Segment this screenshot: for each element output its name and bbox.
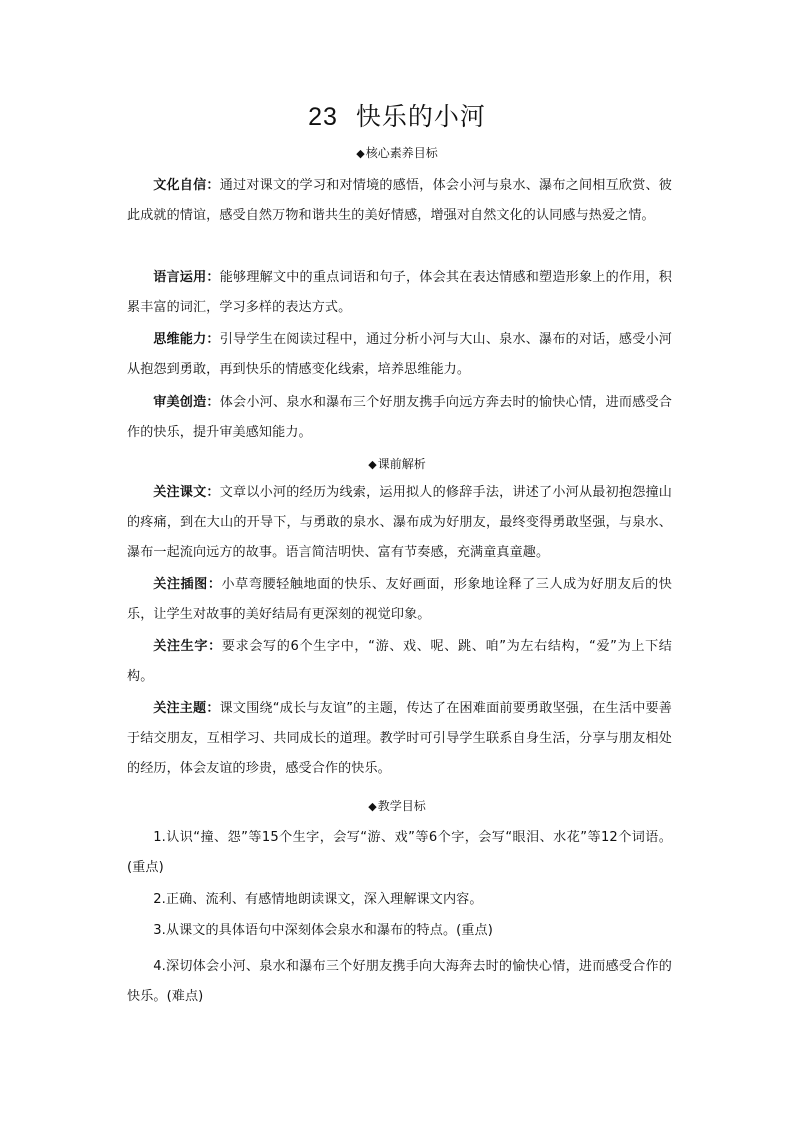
core-goal-culture [127, 171, 672, 231]
paragraph-text: 2.正确、流利、有感情地朗读课文，深入理解课文内容。 [153, 892, 483, 907]
diamond-bullet-icon: ◆ [368, 800, 377, 813]
paragraph-label: 文化自信： [153, 178, 220, 193]
core-goal-thinking [127, 325, 672, 385]
teaching-goal-4 [127, 952, 672, 1012]
paragraph-label: 关注生字： [153, 639, 222, 654]
core-goal-aesthetic [127, 388, 672, 448]
section-heading-text: 课前解析 [377, 457, 426, 471]
paragraph-label: 审美创造： [153, 395, 220, 410]
pre-class-theme [127, 694, 672, 784]
paragraph-text: 文章以小河的经历为线索，运用拟人的修辞手法，讲述了小河从最初抱怨撞山的疼痛，到在大山的开导下，与勇敢的泉水、瀑布成为好朋友，最终变得勇敢坚强，与泉水、瀑布一起流向远方的故事。语言简洁明快、富有节奏感，充满童真童趣。 [127, 485, 672, 560]
paragraph-text: 要求会写的6个生字中，“游、戏、呢、跳、咱”为左右结构，“爱”为上下结构。 [127, 639, 672, 684]
paragraph-label: 思维能力： [153, 332, 220, 347]
teaching-goal-1 [127, 823, 672, 883]
paragraph-text: 体会小河、泉水和瀑布三个好朋友携手向远方奔去时的愉快心情，进而感受合作的快乐，提升审美感知能力。 [127, 395, 672, 440]
pre-class-text [127, 478, 672, 568]
paragraph-label: 语言运用： [153, 270, 220, 285]
lesson-title [0, 100, 794, 134]
paragraph-label: 关注插图： [153, 577, 222, 592]
paragraph-text: 能够理解文中的重点词语和句子，体会其在表达情感和塑造形象上的作用，积累丰富的词汇，学习多样的表达方式。 [127, 270, 672, 315]
paragraph-text: 通过对课文的学习和对情境的感悟，体会小河与泉水、瀑布之间相互欣赏、彼此成就的情谊，感受自然万物和谐共生的美好情感，增强对自然文化的认同感与热爱之情。 [127, 178, 672, 223]
pre-class-characters [127, 632, 672, 692]
section-heading-pre-class [0, 455, 794, 474]
pre-class-illustration [127, 570, 672, 630]
section-heading-core-goals [0, 144, 794, 163]
paragraph-text: 4.深切体会小河、泉水和瀑布三个好朋友携手向大海奔去时的愉快心情，进而感受合作的快乐。(难点) [127, 959, 672, 1004]
diamond-bullet-icon: ◆ [368, 458, 377, 471]
paragraph-text: 引导学生在阅读过程中，通过分析小河与大山、泉水、瀑布的对话，感受小河从抱怨到勇敢，再到快乐的情感变化线索，培养思维能力。 [127, 332, 672, 377]
lesson-name: 快乐的小河 [355, 102, 486, 131]
paragraph-text: 1.认识“撞、怨”等15个生字，会写“游、戏”等6个字，会写“眼泪、水花”等12个词语。(重点) [127, 830, 672, 875]
section-heading-text: 教学目标 [377, 799, 426, 813]
paragraph-text: 3.从课文的具体语句中深刻体会泉水和瀑布的特点。(重点) [153, 923, 493, 938]
paragraph-label: 关注主题： [153, 701, 220, 716]
section-heading-teaching-goals [0, 797, 794, 816]
paragraph-label: 关注课文： [153, 485, 220, 500]
paragraph-text: 课文围绕“成长与友谊”的主题，传达了在困难面前要勇敢坚强，在生活中要善于结交朋友，互相学习、共同成长的道理。教学时可引导学生联系自身生活，分享与朋友相处的经历，体会友谊的珍贵，感受合作的快乐。 [127, 701, 673, 776]
teaching-goal-3 [127, 916, 672, 946]
core-goal-language [127, 263, 672, 323]
section-heading-text: 核心素养目标 [365, 146, 438, 160]
teaching-goal-2 [127, 885, 672, 915]
lesson-number: 23 [308, 103, 338, 131]
diamond-bullet-icon: ◆ [356, 147, 365, 160]
paragraph-text: 小草弯腰轻触地面的快乐、友好画面，形象地诠释了三人成为好朋友后的快乐，让学生对故事的美好结局有更深刻的视觉印象。 [127, 577, 672, 622]
